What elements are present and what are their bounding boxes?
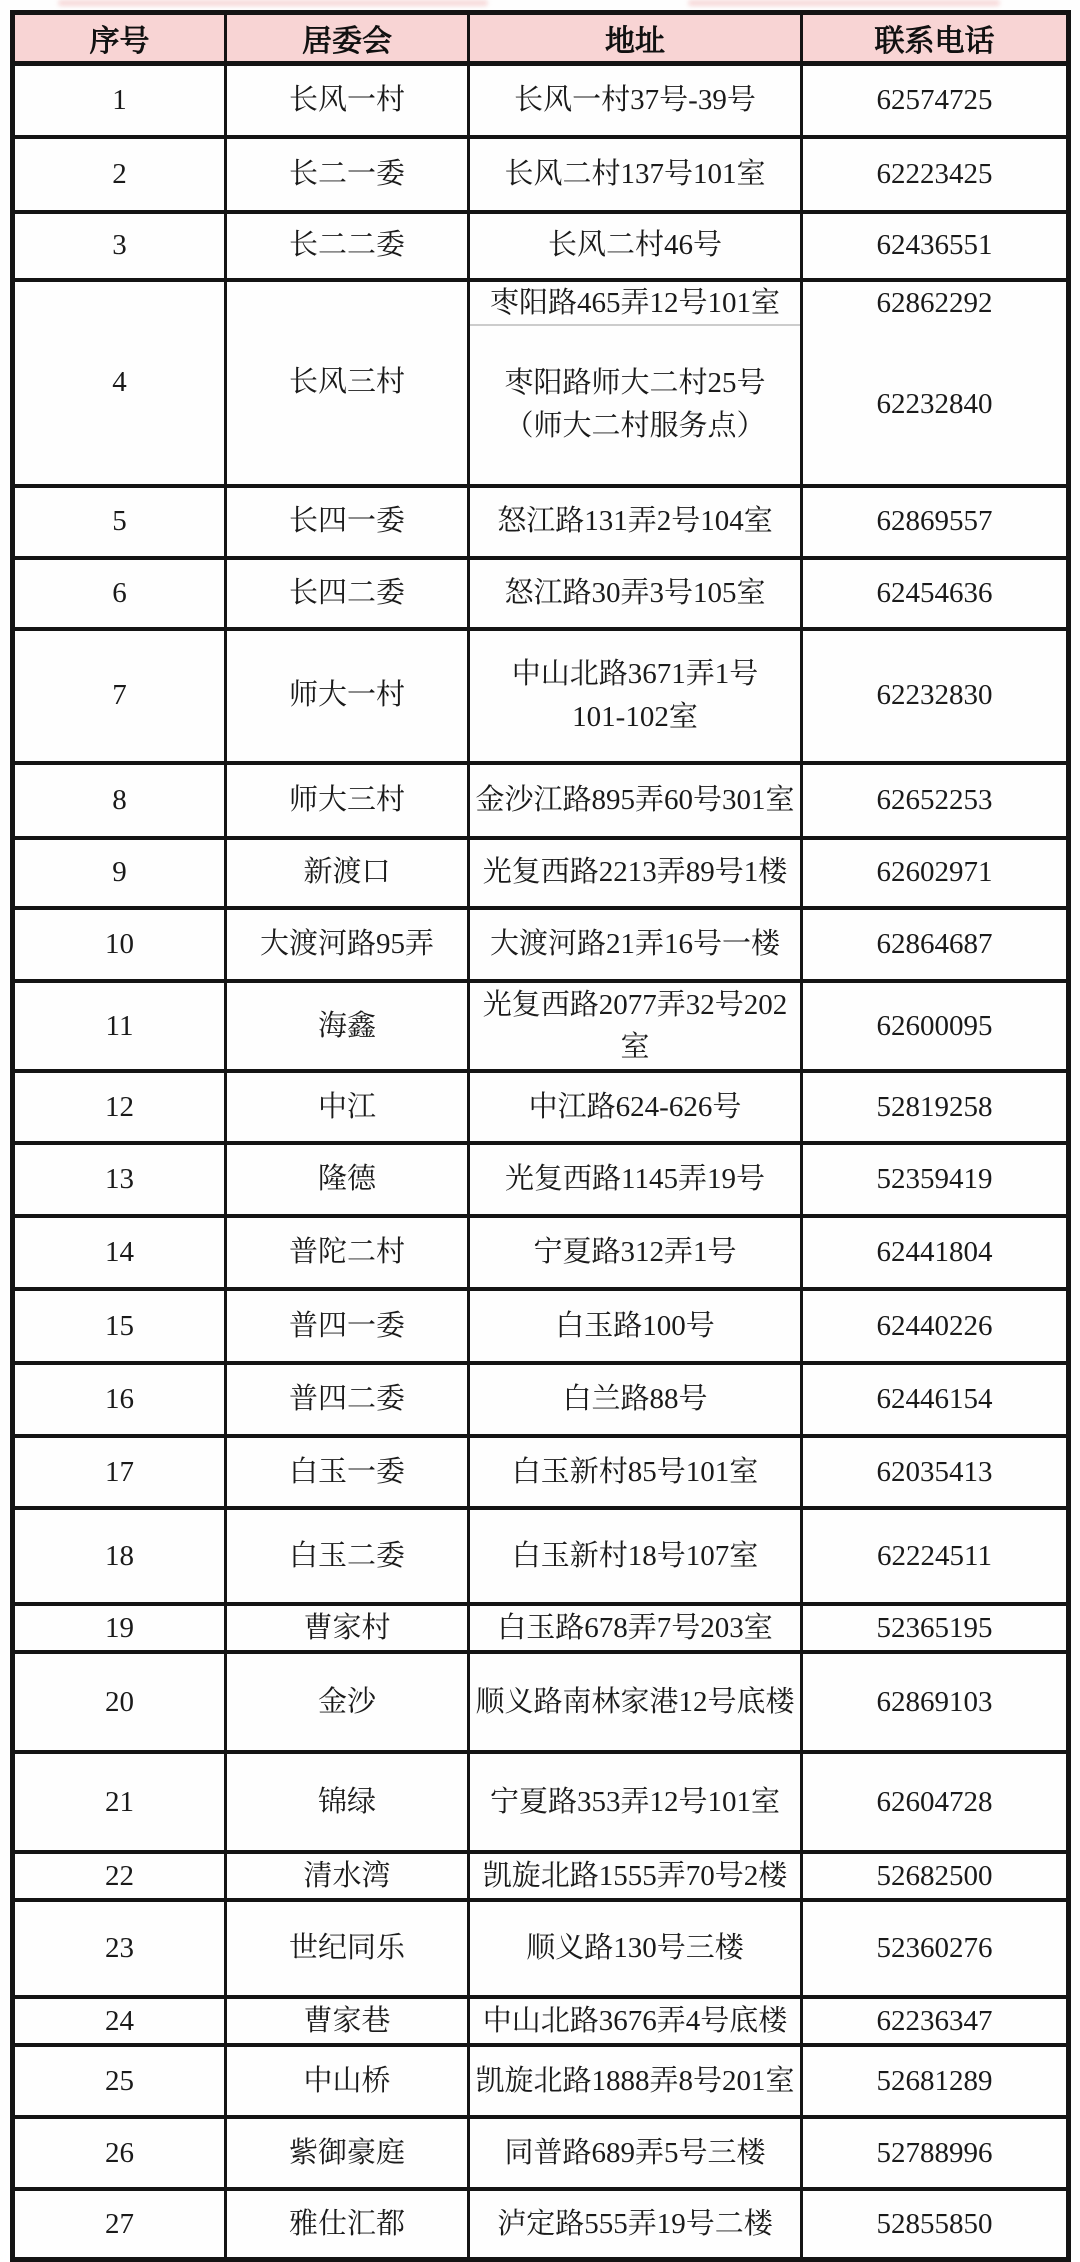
address-cell <box>469 1852 802 1900</box>
header-row <box>13 13 1069 64</box>
committee-cell: 长二一委 <box>226 137 469 212</box>
address-cell <box>469 1216 802 1289</box>
phone-cell: 52682500 <box>802 1852 1069 1900</box>
table-row <box>13 2117 1069 2189</box>
address-cell <box>469 1900 802 1997</box>
committee-cell: 曹家巷 <box>226 1997 469 2045</box>
address-line: 白玉路678弄7号203室 <box>497 1611 773 1644</box>
address-line: 中山北路3671弄1号 <box>511 658 759 691</box>
address-cell <box>469 1289 802 1363</box>
committee-cell: 清水湾 <box>226 1852 469 1900</box>
header-committee: 居委会 <box>226 13 469 64</box>
phone-cell: 62236347 <box>802 1997 1069 2045</box>
table-row <box>13 137 1069 212</box>
address-line: 大渡河路21弄16号一楼 <box>489 927 780 960</box>
row-number-cell: 20 <box>13 1652 226 1752</box>
address-cell <box>469 908 802 981</box>
address-cell <box>469 558 802 629</box>
address-line: 光复西路2077弄32号202室 <box>482 988 788 1063</box>
header-phone: 联系电话 <box>802 13 1069 64</box>
phone-cell: 62864687 <box>802 908 1069 981</box>
address-cell <box>469 2117 802 2189</box>
table-row <box>13 1508 1069 1604</box>
phone-cell: 62600095 <box>802 981 1069 1071</box>
row-number-cell: 26 <box>13 2117 226 2189</box>
phone-cell: 52360276 <box>802 1900 1069 1997</box>
address-cell <box>469 1652 802 1752</box>
phone-cell: 52365195 <box>802 1604 1069 1652</box>
row-number-cell: 27 <box>13 2189 226 2260</box>
committee-cell: 师大三村 <box>226 763 469 838</box>
phone-cell <box>802 280 1069 486</box>
row-number-cell: 12 <box>13 1071 226 1143</box>
committee-cell: 世纪同乐 <box>226 1900 469 1997</box>
row-number-cell: 3 <box>13 212 226 280</box>
committee-cell: 白玉二委 <box>226 1508 469 1604</box>
committee-cell: 金沙 <box>226 1652 469 1752</box>
row-number-cell: 17 <box>13 1436 226 1508</box>
address-line: 白玉新村18号107室 <box>511 1539 759 1572</box>
row-number-cell: 4 <box>13 280 226 486</box>
committee-cell: 海鑫 <box>226 981 469 1071</box>
phone-cell: 52681289 <box>802 2045 1069 2117</box>
committee-cell: 锦绿 <box>226 1752 469 1852</box>
address-cell <box>469 137 802 212</box>
table-row <box>13 1216 1069 1289</box>
committee-cell: 普四一委 <box>226 1289 469 1363</box>
committee-cell: 中山桥 <box>226 2045 469 2117</box>
committee-cell: 长四二委 <box>226 558 469 629</box>
row-number-cell: 8 <box>13 763 226 838</box>
address-line: 顺义路130号三楼 <box>526 1932 744 1965</box>
phone-cell: 62869557 <box>802 486 1069 558</box>
address-line: 中山北路3676弄4号底楼 <box>482 2004 788 2037</box>
address-cell <box>469 1997 802 2045</box>
row-number-cell: 10 <box>13 908 226 981</box>
phone-cell: 62604728 <box>802 1752 1069 1852</box>
phone-cell: 62232830 <box>802 629 1069 763</box>
address-line: 中江路624-626号 <box>528 1090 742 1123</box>
address-line: 白玉新村85号101室 <box>511 1455 759 1488</box>
committee-cell: 普陀二村 <box>226 1216 469 1289</box>
table-row <box>13 1752 1069 1852</box>
committee-cell: 白玉一委 <box>226 1436 469 1508</box>
row-number-cell: 7 <box>13 629 226 763</box>
address-line: 枣阳路465弄12号101室 <box>489 286 780 319</box>
committee-cell: 紫御豪庭 <box>226 2117 469 2189</box>
phone-cell: 62652253 <box>802 763 1069 838</box>
address-line: 宁夏路312弄1号 <box>533 1236 737 1269</box>
address-line: 凯旋北路1555弄70号2楼 <box>482 1859 788 1892</box>
committee-cell: 曹家村 <box>226 1604 469 1652</box>
table-row <box>13 908 1069 981</box>
phone-cell: 52359419 <box>802 1143 1069 1216</box>
address-line: 光复西路1145弄19号 <box>505 1163 765 1196</box>
header-seq: 序号 <box>13 13 226 64</box>
table-row <box>13 558 1069 629</box>
address-line: 长风二村46号 <box>547 229 722 262</box>
table-row <box>13 981 1069 1071</box>
row-number-cell: 2 <box>13 137 226 212</box>
committee-cell: 长四一委 <box>226 486 469 558</box>
address-line: 长风一村37号-39号 <box>514 84 756 117</box>
address-line: 宁夏路353弄12号101室 <box>489 1785 780 1818</box>
phone-cell: 62035413 <box>802 1436 1069 1508</box>
address-line: 白玉路100号 <box>555 1309 715 1342</box>
address-line: 长风二村137号101室 <box>504 157 766 190</box>
committee-cell: 普四二委 <box>226 1363 469 1436</box>
table-row <box>13 1852 1069 1900</box>
phone-cell: 62446154 <box>802 1363 1069 1436</box>
row-number-cell: 14 <box>13 1216 226 1289</box>
phone-cell: 62454636 <box>802 558 1069 629</box>
address-cell <box>469 1752 802 1852</box>
table-row <box>13 1997 1069 2045</box>
address-subcells <box>470 282 800 484</box>
address-subcell <box>470 282 800 326</box>
address-cell <box>469 629 802 763</box>
table-row <box>13 1900 1069 1997</box>
phone-cell: 62436551 <box>802 212 1069 280</box>
table-row <box>13 629 1069 763</box>
row-number-cell: 13 <box>13 1143 226 1216</box>
address-cell <box>469 1071 802 1143</box>
committee-contact-table <box>10 10 1071 2262</box>
committee-cell: 长风三村 <box>226 280 469 486</box>
committee-cell: 中江 <box>226 1071 469 1143</box>
address-line: 金沙江路895弄60号301室 <box>475 783 795 816</box>
phone-cell: 52819258 <box>802 1071 1069 1143</box>
phone-cell: 52855850 <box>802 2189 1069 2260</box>
address-cell <box>469 1508 802 1604</box>
address-cell <box>469 212 802 280</box>
table-row <box>13 1652 1069 1752</box>
table-row <box>13 838 1069 908</box>
row-number-cell: 18 <box>13 1508 226 1604</box>
address-cell <box>469 981 802 1071</box>
table-header <box>13 13 1069 64</box>
address-cell <box>469 486 802 558</box>
table-row <box>13 212 1069 280</box>
phone-cell: 62574725 <box>802 64 1069 137</box>
address-cell <box>469 2189 802 2260</box>
phone-cell: 62223425 <box>802 137 1069 212</box>
address-line: 光复西路2213弄89号1楼 <box>482 856 788 889</box>
table-row <box>13 1071 1069 1143</box>
table-body <box>13 64 1069 2260</box>
row-number-cell: 19 <box>13 1604 226 1652</box>
phone-cell: 62602971 <box>802 838 1069 908</box>
table-row <box>13 2045 1069 2117</box>
address-cell <box>469 1143 802 1216</box>
table-row <box>13 1363 1069 1436</box>
committee-cell: 新渡口 <box>226 838 469 908</box>
address-line: 顺义路南林家港12号底楼 <box>475 1685 795 1718</box>
row-number-cell: 16 <box>13 1363 226 1436</box>
header-address: 地址 <box>469 13 802 64</box>
phone-subcells <box>803 282 1066 484</box>
committee-cell: 隆德 <box>226 1143 469 1216</box>
address-line: 怒江路131弄2号104室 <box>497 505 773 538</box>
address-line: 泸定路555弄19号二楼 <box>497 2207 773 2240</box>
row-number-cell: 1 <box>13 64 226 137</box>
row-number-cell: 9 <box>13 838 226 908</box>
address-cell <box>469 1436 802 1508</box>
address-cell <box>469 1604 802 1652</box>
row-number-cell: 15 <box>13 1289 226 1363</box>
row-number-cell: 25 <box>13 2045 226 2117</box>
committee-cell: 师大一村 <box>226 629 469 763</box>
address-line: 凯旋北路1888弄8号201室 <box>475 2064 795 2097</box>
table-row <box>13 2189 1069 2260</box>
row-number-cell: 11 <box>13 981 226 1071</box>
table-row <box>13 486 1069 558</box>
address-line: （师大二村服务点） <box>504 409 766 442</box>
table-row <box>13 1604 1069 1652</box>
top-edge-artifact <box>688 0 1000 6</box>
address-cell <box>469 280 802 486</box>
address-line: 怒江路30弄3号105室 <box>504 576 766 609</box>
row-number-cell: 21 <box>13 1752 226 1852</box>
table-row <box>13 64 1069 137</box>
committee-cell: 长二二委 <box>226 212 469 280</box>
table-row <box>13 1289 1069 1363</box>
address-cell <box>469 64 802 137</box>
row-number-cell: 24 <box>13 1997 226 2045</box>
phone-cell: 62441804 <box>802 1216 1069 1289</box>
phone-cell: 62869103 <box>802 1652 1069 1752</box>
address-cell <box>469 1363 802 1436</box>
row-number-cell: 23 <box>13 1900 226 1997</box>
address-cell <box>469 838 802 908</box>
phone-cell: 52788996 <box>802 2117 1069 2189</box>
address-line: 同普路689弄5号三楼 <box>504 2136 766 2169</box>
address-cell <box>469 2045 802 2117</box>
row-number-cell: 6 <box>13 558 226 629</box>
table-row <box>13 280 1069 486</box>
table-row <box>13 763 1069 838</box>
address-cell <box>469 763 802 838</box>
address-subcell <box>470 326 800 484</box>
phone-cell: 62440226 <box>802 1289 1069 1363</box>
committee-cell: 雅仕汇都 <box>226 2189 469 2260</box>
committee-cell: 长风一村 <box>226 64 469 137</box>
committee-cell: 大渡河路95弄 <box>226 908 469 981</box>
table-row <box>13 1436 1069 1508</box>
address-line: 101-102室 <box>572 700 698 733</box>
table-row <box>13 1143 1069 1216</box>
address-line: 白兰路88号 <box>562 1383 708 1416</box>
phone-subcell: 62862292 <box>876 286 993 319</box>
row-number-cell: 22 <box>13 1852 226 1900</box>
row-number-cell: 5 <box>13 486 226 558</box>
top-edge-artifact <box>58 0 488 6</box>
phone-cell: 62224511 <box>802 1508 1069 1604</box>
address-line: 枣阳路师大二村25号 <box>504 367 766 400</box>
phone-subcell: 62232840 <box>876 387 993 420</box>
